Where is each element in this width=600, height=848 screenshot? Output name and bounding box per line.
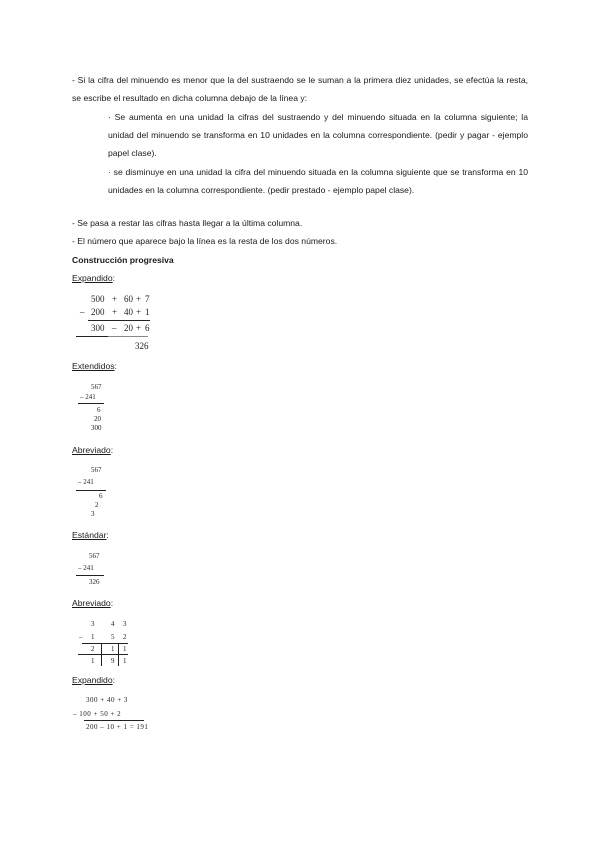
exp1-short-rule [108,336,148,337]
exp2-minuend-row: 300 + 40 + 3 [86,696,128,704]
abr2-r1-t: 4 [111,620,115,628]
intro-paragraph: - Si la cifra del minuendo es menor que la del sustraendo se le suman a la primera diez unidades, se efectúa la resta, se escribe el resultado en dicha columna debajo de la línea y: [72,75,528,103]
abr2-col-divider [118,644,119,666]
abr2-r3-u: 1 [123,645,127,653]
exp2-result-row: 200 – 10 + 1 = 191 [86,723,149,731]
exp1-diff-hundreds: 300 [91,323,105,333]
abr2-r4-u: 1 [123,657,127,665]
ext-rule [78,403,104,404]
exp2-rule [84,720,144,721]
subheading-extendidos: Extendidos: [72,361,117,371]
ext-partial-units: 6 [97,406,101,414]
exp1-subtrahend-tens: 40 [124,307,133,317]
exp1-diff-units: 6 [145,323,150,333]
exp1-minus: – [112,323,117,333]
abr2-r3-t: 1 [111,645,115,653]
exp1-minuend-tens: 60 [124,294,133,304]
exp1-rule [88,320,150,321]
abr2-r2-h: 1 [91,633,95,641]
subheading-estandar: Estándar: [72,530,109,540]
est-rule [76,575,104,576]
ext-subtrahend: – 241 [80,393,96,401]
abr2-rule [78,654,128,655]
abr2-r2-t: 5 [111,633,115,641]
exp1-diff-tens: 20 [124,323,133,333]
abr1-units: 6 [99,492,103,500]
exp1-minuend-hundreds: 500 [91,294,105,304]
abr2-r4-t: 9 [111,657,115,665]
subheading-abreviado-2: Abreviado: [72,598,114,608]
exp1-minus-sign: – [80,307,85,317]
abr2-r4-h: 1 [91,657,95,665]
exp1-short-rule [76,336,108,337]
bullet-pedir-prestado: · se disminuye en una unidad la cifra del minuendo situada en la columna siguiente que se transforma en 10 unidades en la columna correspondiente. (pedir prestado - ejemplo papel clase). [108,167,528,195]
abr1-hundreds: 3 [91,510,95,518]
abr2-minus: – [79,633,83,641]
abr2-r1-u: 3 [123,620,127,628]
subheading-abreviado: Abreviado: [72,445,114,455]
exp1-result: 326 [135,341,149,351]
exp1-plus: + [136,294,142,304]
est-result: 326 [89,578,100,586]
subheading-expandido-2: Expandido: [72,675,116,685]
abr2-rule [82,643,128,644]
step-resultado: - El número que aparece bajo la línea es la resta de los dos números. [72,236,338,246]
exp2-subtrahend-row: – 100 + 50 + 2 [73,710,122,718]
exp1-plus: + [136,307,142,317]
exp1-plus: + [112,294,118,304]
abr1-subtrahend: – 241 [78,478,94,486]
ext-minuend: 567 [91,383,102,391]
abr1-rule [76,490,106,491]
exp1-subtrahend-hundreds: 200 [91,307,105,317]
exp1-subtrahend-units: 1 [145,307,150,317]
bullet-pedir-pagar: · Se aumenta en una unidad la cifras del sustraendo y del minuendo situada en la columna siguiente; la unidad del minuendo se transforma en 10 unidades en la columna correspondiente. (pedir y pagar - ejemplo papel clase). [108,112,528,158]
abr1-minuend: 567 [91,466,102,474]
subheading-expandido: Expandido: [72,273,116,283]
abr2-r2-u: 2 [123,633,127,641]
ext-partial-hundreds: 300 [91,424,102,432]
est-subtrahend: – 241 [78,564,94,572]
step-restar-cifras: - Se pasa a restar las cifras hasta llegar a la última columna. [72,218,303,228]
abr1-tens: 2 [95,501,99,509]
ext-partial-tens: 20 [94,415,101,423]
est-minuend: 567 [89,552,100,560]
exp1-plus: + [112,307,118,317]
abr2-r3-h: 2 [91,645,95,653]
abr2-col-divider [101,644,102,666]
section-heading: Construcción progresiva [72,255,174,265]
exp1-minuend-units: 7 [145,294,150,304]
abr2-r1-h: 3 [91,620,95,628]
exp1-plus: + [136,323,142,333]
